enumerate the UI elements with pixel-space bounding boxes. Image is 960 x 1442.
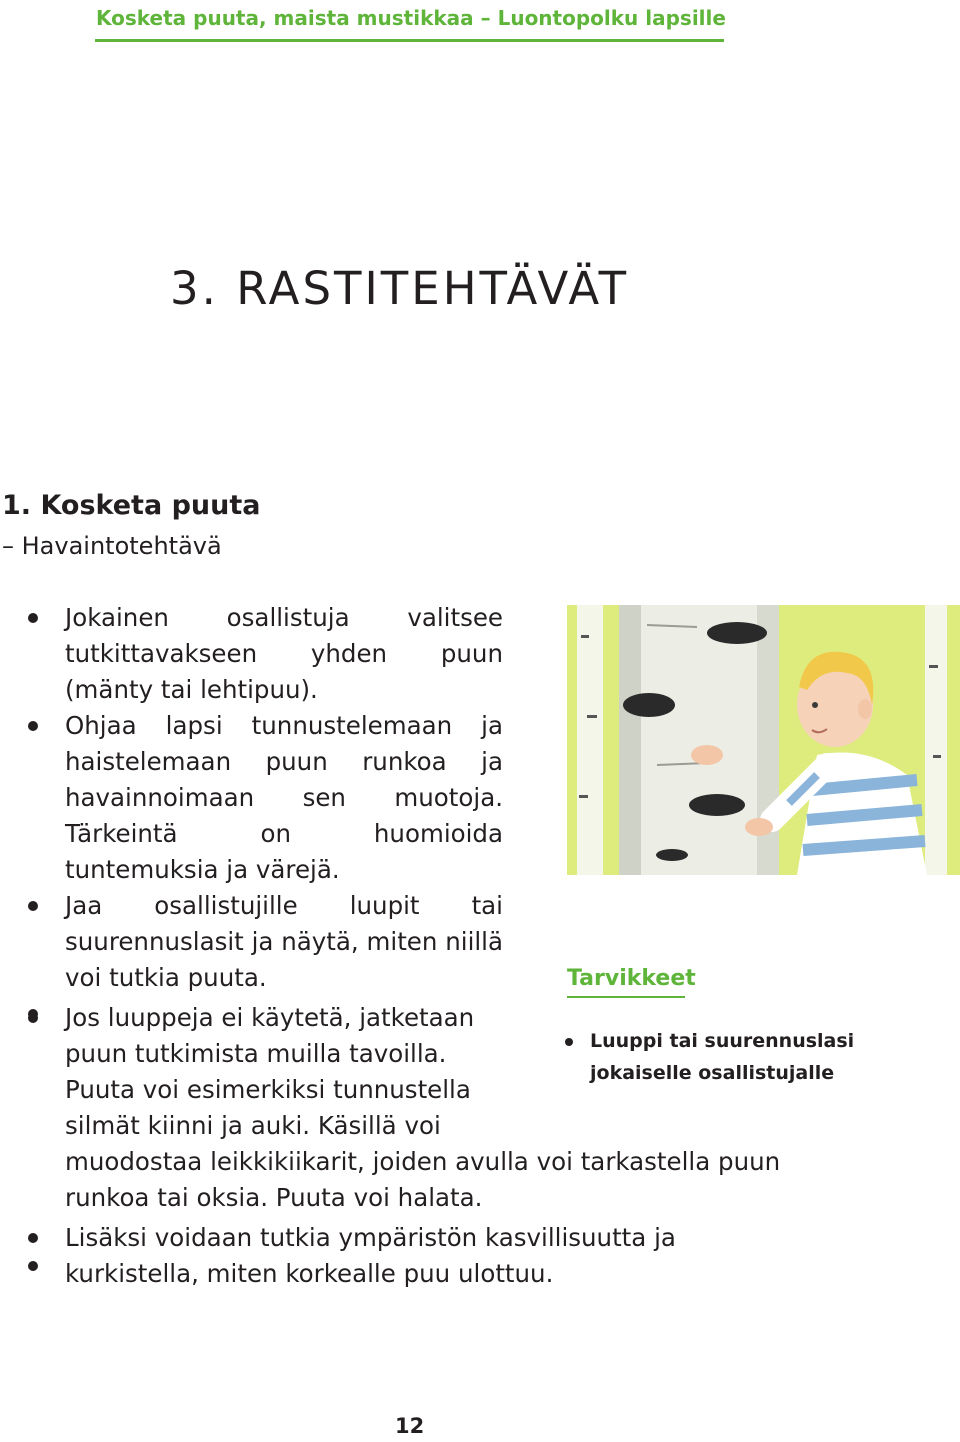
task-text: Jos luuppeja ei käytetä, jatketaan puun tutkimista muilla tavoilla. Puuta voi esimerkiksi tunnustella silmät kiinni ja auki. Käsillä voi muodostaa leikkikiikarit, joiden avulla voi tarkastella puun runkoa tai oksia. Puuta voi halata. (65, 1003, 781, 1212)
task-item: Ohjaa lapsi tunnustelemaan ja haistelemaan puun runkoa ja havainnoimaan sen muotoja. Tärkeintä on huomioida tuntemuksia ja värejä. (28, 708, 503, 888)
section-title: 1. Kosketa puuta (2, 490, 261, 521)
page-number: 12 (395, 1414, 425, 1438)
task-text: Lisäksi voidaan tutkia ympäristön kasvillisuutta ja kurkistella, miten korkealle puu ulottuu. (65, 1223, 676, 1288)
bullet (28, 1013, 38, 1023)
supplies-heading: Tarvikkeet (567, 966, 696, 991)
bullet (28, 1233, 38, 1243)
header-divider (95, 39, 724, 42)
section-subtitle: – Havaintotehtävä (2, 532, 222, 560)
task-item-5 (65, 1220, 783, 1292)
supplies-underline (567, 996, 685, 998)
supplies-item: Luuppi tai suurennuslasi jokaiselle osallistujalle (565, 1025, 880, 1089)
task-item: Jaa osallistujille luupit tai suurennuslasit ja näytä, miten niillä voi tutkia puuta. (28, 888, 503, 996)
running-header: Kosketa puuta, maista mustikkaa – Luontopolku lapsille (96, 6, 726, 30)
task-item: Jokainen osallistuja valitsee tutkittavakseen yhden puun (mänty tai lehtipuu). (28, 600, 503, 708)
boy-touching-birch-illustration (567, 605, 960, 875)
chapter-title: 3. RASTITEHTÄVÄT (170, 262, 630, 315)
